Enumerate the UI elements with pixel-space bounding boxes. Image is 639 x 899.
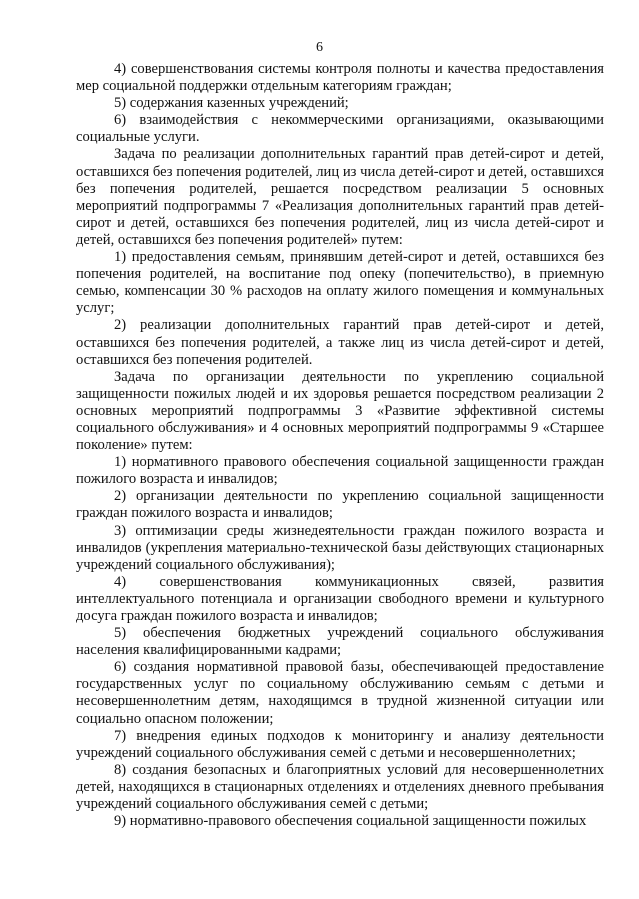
paragraph-orphans-item-1: 1) предоставления семьям, принявшим детей-сирот и детей, оставшихся без попечения родителей, на воспитание под опеку (попечительство), в приемную семью, компенсации 30 % расходов на оплату жилого помещения и коммунальных услуг; <box>76 249 604 317</box>
paragraph-elderly-item-4: 4) совершенствования коммуникационных связей, развития интеллектуального потенциала и организации свободного времени и культурного досуга граждан пожилого возраста и инвалидов; <box>76 573 604 624</box>
paragraph-elderly-item-3: 3) оптимизации среды жизнедеятельности граждан пожилого возраста и инвалидов (укрепления материально-технической базы действующих стационарных учреждений социального обслуживания); <box>76 522 604 573</box>
paragraph-orphans-item-2: 2) реализации дополнительных гарантий прав детей-сирот и детей, оставшихся без попечения родителей, а также лиц из числа детей-сирот и детей, оставшихся без попечения родителей. <box>76 317 604 368</box>
paragraph-elderly-item-5: 5) обеспечения бюджетных учреждений социального обслуживания населения квалифицированными кадрами; <box>76 625 604 659</box>
paragraph-elderly-item-7: 7) внедрения единых подходов к мониторингу и анализу деятельности учреждений социального обслуживания семей с детьми и несовершеннолетних; <box>76 727 604 761</box>
page-number: 6 <box>316 40 323 55</box>
paragraph-elderly-item-2: 2) организации деятельности по укреплению социальной защищенности граждан пожилого возраста и инвалидов; <box>76 488 604 522</box>
paragraph-task-orphans: Задача по реализации дополнительных гарантий прав детей-сирот и детей, оставшихся без попечения родителей, лиц из числа детей-сирот и детей, оставшихся без попечения родителей, решается посредством реализации 5 основных мероприятий подпрограммы 7 «Реализация дополнительных гарантий прав детей-сирот и детей, оставшихся без попечения родителей, лиц из числа детей-сирот и детей, оставшихся без попечения родителей» путем: <box>76 146 604 248</box>
paragraph-item-6-nonprofit-cooperation: 6) взаимодействия с некоммерческими организациями, оказывающими социальные услуги. <box>76 112 604 146</box>
paragraph-elderly-item-8: 8) создания безопасных и благоприятных условий для несовершеннолетних детей, находящихся в стационарных отделениях и отделениях дневного пребывания учреждений социального обслуживания семей с детьми; <box>76 761 604 813</box>
document-body <box>76 61 604 830</box>
paragraph-item-5-state-institutions: 5) содержания казенных учреждений; <box>114 95 349 112</box>
paragraph-elderly-item-9: 9) нормативно-правового обеспечения социальной защищенности пожилых <box>114 813 587 830</box>
paragraph-elderly-item-6: 6) создания нормативной правовой базы, обеспечивающей предоставление государственных услуг по социальному обслуживанию семьям с детьми и несовершеннолетним детям, находящимся в трудной жизненной ситуации или социально опасном положении; <box>76 659 604 727</box>
paragraph-task-elderly: Задача по организации деятельности по укреплению социальной защищенности пожилых людей и их здоровья решается посредством реализации 2 основных мероприятий подпрограммы 3 «Развитие эффективной системы социального обслуживания» и 4 основных мероприятий подпрограммы 9 «Старшее поколение» путем: <box>76 368 604 454</box>
paragraph-elderly-item-1: 1) нормативного правового обеспечения социальной защищенности граждан пожилого возраста и инвалидов; <box>76 454 604 488</box>
paragraph-item-4-monitoring: 4) совершенствования системы контроля полноты и качества предоставления мер социальной поддержки отдельным категориям граждан; <box>76 61 604 95</box>
